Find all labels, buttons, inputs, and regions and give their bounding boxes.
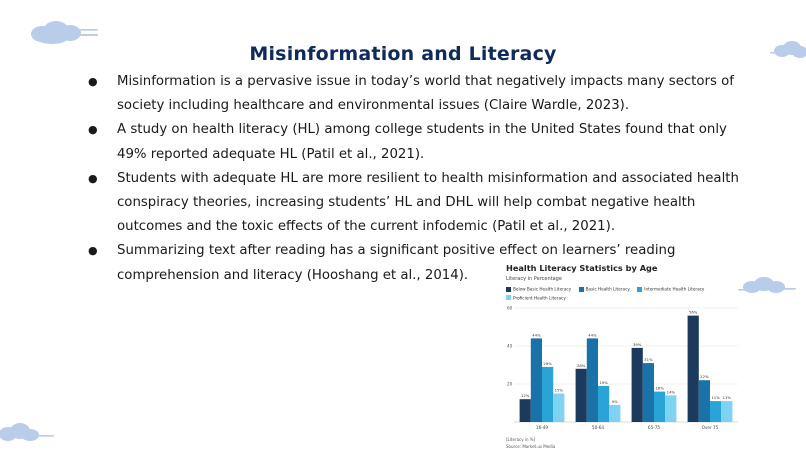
chart-bar bbox=[654, 392, 665, 422]
chart-x-tick-label: 50-64 bbox=[591, 425, 605, 430]
bullet-dot-icon: ● bbox=[88, 123, 98, 137]
chart-bar bbox=[632, 348, 643, 422]
legend-label: Intermediate Health Literacy bbox=[644, 286, 705, 292]
chart-bar bbox=[531, 338, 542, 422]
chart-data-label: 11% bbox=[711, 395, 720, 401]
bullet-dot-icon: ● bbox=[88, 244, 98, 258]
bullet-text: Summarizing text after reading has a significant positive effect on learners’ reading comprehension and literacy (Hooshang et al., 2014). bbox=[117, 243, 676, 283]
chart-data-label: 56% bbox=[688, 309, 698, 315]
chart-data-label: 28% bbox=[576, 362, 586, 368]
chart-bar bbox=[665, 395, 676, 422]
chart-data-label: 44% bbox=[588, 332, 597, 338]
chart-data-label: 12% bbox=[520, 393, 530, 399]
chart-data-label: 15% bbox=[554, 387, 564, 393]
chart-y-tick-label: 40 bbox=[507, 343, 513, 349]
chart-bar bbox=[609, 405, 620, 422]
chart-data-label: 29% bbox=[543, 360, 552, 366]
chart-y-tick-label: 60 bbox=[507, 305, 513, 311]
legend-label: Below Basic Health Literacy bbox=[513, 286, 572, 292]
chart-bar bbox=[542, 367, 553, 422]
bullet-item bbox=[88, 167, 748, 240]
chart-bar bbox=[721, 401, 732, 422]
chart-bar bbox=[587, 338, 598, 422]
chart-x-tick-label: Over 75 bbox=[701, 425, 719, 430]
chart-x-tick-label: 65-75 bbox=[647, 425, 661, 430]
slide-title: Misinformation and Literacy bbox=[249, 42, 557, 65]
chart-subtitle: Literacy in Percentage bbox=[506, 276, 562, 282]
chart-source: Source: Market.us Media bbox=[506, 444, 556, 449]
chart-data-label: 44% bbox=[532, 332, 541, 338]
chart-x-tick-label: 16-49 bbox=[535, 425, 549, 430]
chart-bar bbox=[553, 394, 564, 423]
chart-bar bbox=[699, 380, 710, 422]
legend-label: Basic Health Literacy bbox=[585, 286, 630, 292]
bullet-item bbox=[88, 70, 748, 118]
chart-y-tick-label: 20 bbox=[507, 381, 513, 387]
chart-data-label: 11% bbox=[722, 395, 732, 401]
chart-bar bbox=[688, 316, 699, 422]
chart-bar bbox=[598, 386, 609, 422]
bullet-item bbox=[88, 118, 748, 166]
bullet-text: Students with adequate HL are more resilient to health misinformation and associated health conspiracy theories, increasing students’ HL and DHL will help combat negative health outcomes and the toxic effects of the current infodemic (Patil et al., 2021). bbox=[117, 170, 739, 235]
chart-data-label: 19% bbox=[599, 379, 608, 385]
chart-data-label: 16% bbox=[655, 385, 664, 391]
chart-data-label: 22% bbox=[700, 374, 709, 380]
health-literacy-chart bbox=[502, 262, 746, 453]
chart-title: Health Literacy Statistics by Age bbox=[506, 263, 658, 273]
chart-footer-note: [Literacy in %] bbox=[506, 437, 536, 442]
chart-data-label: 39% bbox=[632, 341, 642, 347]
chart-plot bbox=[502, 262, 746, 453]
legend-label: Proficient Health Literacy bbox=[513, 295, 566, 300]
bullet-text: Misinformation is a pervasive issue in today’s world that negatively impacts many sectors of society including healthcare and environmental issues (Claire Wardle, 2023). bbox=[117, 74, 734, 114]
chart-data-label: 31% bbox=[644, 357, 653, 363]
chart-bar bbox=[576, 369, 587, 422]
chart-data-label: 14% bbox=[666, 389, 676, 395]
bullet-dot-icon: ● bbox=[88, 171, 98, 185]
chart-data-label: 9% bbox=[611, 398, 618, 404]
chart-bar bbox=[520, 399, 531, 422]
chart-bar bbox=[643, 363, 654, 422]
bullet-text: A study on health literacy (HL) among college students in the United States found that only 49% reported adequate HL (Patil et al., 2021). bbox=[117, 122, 727, 162]
bullet-dot-icon: ● bbox=[88, 75, 98, 88]
chart-bar bbox=[710, 401, 721, 422]
cloud-decoration-bottom-left bbox=[0, 422, 58, 444]
bullet-list bbox=[88, 70, 748, 288]
